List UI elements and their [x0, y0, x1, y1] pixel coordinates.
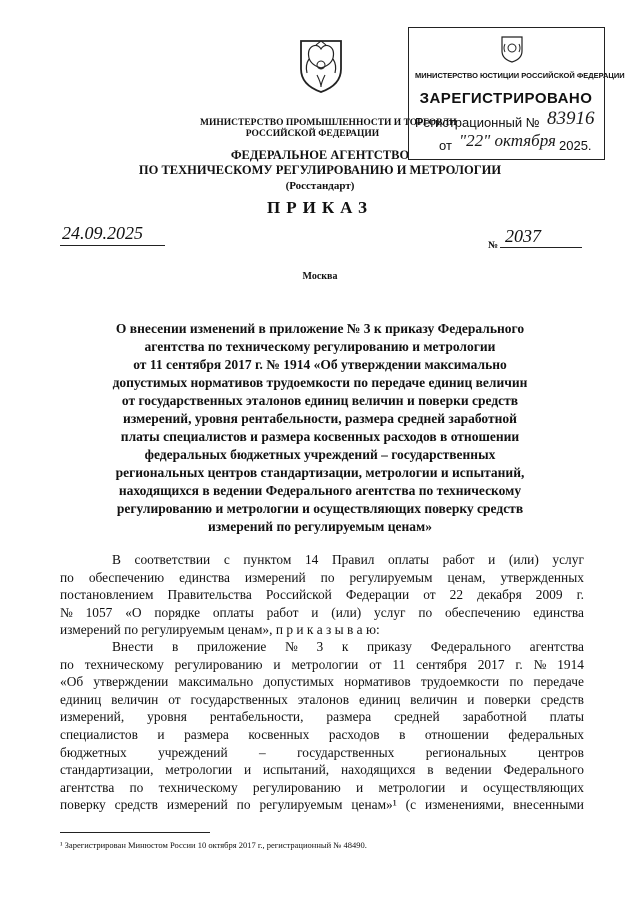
order-number: 2037: [505, 226, 541, 246]
ministry-name: [200, 118, 457, 140]
paragraph-line: измерений по регулируемым ценам», п р и к а з ы в а ю:: [60, 622, 380, 638]
paragraph-line: агентства по техническому регулированию и метрологии и осуществляющих: [60, 779, 584, 795]
order-date: 24.09.2025: [62, 223, 143, 243]
ministry-line-2: РОССИЙСКОЙ ФЕДЕРАЦИИ: [245, 129, 380, 139]
stamp-reg-number: 83916: [547, 108, 595, 129]
paragraph-line: измерений, уровня рентабельности, размера средней заработной платы: [60, 709, 584, 725]
heading-line: измерений, уровня рентабельности, размера средней заработной: [123, 411, 517, 426]
agency-line-2: ПО ТЕХНИЧЕСКОМУ РЕГУЛИРОВАНИЮ И МЕТРОЛОГИИ: [138, 163, 502, 177]
footnote: ¹ Зарегистрирован Минюстом России 10 октября 2017 г., регистрационный № 48490.: [60, 840, 367, 850]
stamp-date-year: 2025.: [559, 138, 592, 153]
stamp-ministry: МИНИСТЕРСТВО ЮСТИЦИИ РОССИЙСКОЙ ФЕДЕРАЦИИ: [415, 71, 625, 80]
agency-abbreviation: (Росстандарт): [285, 180, 355, 192]
footnote-separator: [60, 832, 210, 833]
paragraph-line: единиц величин от государственных эталонов единиц величин и поверки средств: [60, 691, 584, 707]
heading-line: платы специалистов и размера косвенных расходов в отношении: [120, 429, 520, 444]
paragraph-line: по обеспечению единства измерений по регулируемым ценам, утвержденных: [60, 569, 584, 585]
paragraph-line: Внести в приложение № 3 к приказу Федерального агентства: [112, 639, 584, 654]
paragraph-line: по техническому регулированию и метрологии от 11 сентября 2017 г. № 1914: [60, 656, 584, 672]
paragraph-line: поверку средств измерений по регулируемым ценам»¹ (с изменениями, внесенными: [60, 797, 584, 813]
paragraph-line: стандартизации, метрологии и испытаний, находящихся в ведении Федерального: [60, 762, 584, 778]
paragraph-line: № 1057 «О порядке оплаты работ и (или) услуг по обеспечению единства: [60, 604, 584, 620]
heading-line: находящихся в ведении Федерального агентства по техническому: [118, 483, 522, 498]
order-date-underline: [60, 245, 165, 246]
paragraph-line: специалистов и размера косвенных расходов в отношении федеральных: [60, 726, 584, 742]
paragraph-2: [60, 638, 584, 814]
heading-line: О внесении изменений в приложение № 3 к приказу Федерального: [115, 321, 525, 336]
heading-line: от государственных эталонов единиц величин и поверки средств: [121, 393, 519, 408]
paragraph-line: бюджетных учреждений – государственных региональных центров: [60, 744, 584, 760]
paragraph-line: В соответствии с пунктом 14 Правил оплаты работ и (или) услуг: [112, 552, 584, 567]
agency-line-1: ФЕДЕРАЛЬНОЕ АГЕНТСТВО: [230, 148, 410, 162]
order-number-label: №: [488, 240, 499, 251]
paragraph-line: «Об утверждении максимально допустимых нормативов трудоемкости по передаче: [60, 674, 584, 690]
heading-line: измерений по регулируемым ценам»: [208, 519, 432, 534]
paragraph-line: постановлением Правительства Российской Федерации от 22 декабря 2009 г.: [60, 587, 584, 603]
heading-line: регулированию и метрологии и осуществляющих поверку средств: [116, 501, 524, 516]
document-heading: [75, 320, 565, 536]
stamp-date-from: от: [439, 138, 452, 153]
coat-of-arms-emblem: [295, 35, 347, 95]
heading-line: от 11 сентября 2017 г. № 1914 «Об утверждении максимально: [133, 357, 507, 372]
stamp-reg-label: Регистрационный №: [415, 115, 540, 130]
heading-line: федеральных бюджетных учреждений – государственных: [144, 447, 496, 462]
order-number-underline: [500, 247, 582, 248]
heading-line: агентства по техническому регулированию и метрологии: [144, 339, 496, 354]
heading-line: региональных центров стандартизации, метрологии и испытаний,: [115, 465, 525, 480]
stamp-emblem-icon: [499, 34, 525, 64]
city: Москва: [302, 271, 338, 282]
heading-line: допустимых нормативов трудоемкости по передаче единиц величин: [112, 375, 528, 390]
stamp-title: ЗАРЕГИСТРИРОВАНО: [419, 90, 593, 107]
registration-stamp: [408, 27, 625, 160]
stamp-date-value: "22" октября: [459, 131, 556, 150]
ministry-line-1: МИНИСТЕРСТВО ПРОМЫШЛЕННОСТИ И ТОРГОВЛИ: [200, 118, 457, 128]
order-title: ПРИКАЗ: [267, 198, 373, 217]
paragraph-1: [60, 551, 584, 639]
